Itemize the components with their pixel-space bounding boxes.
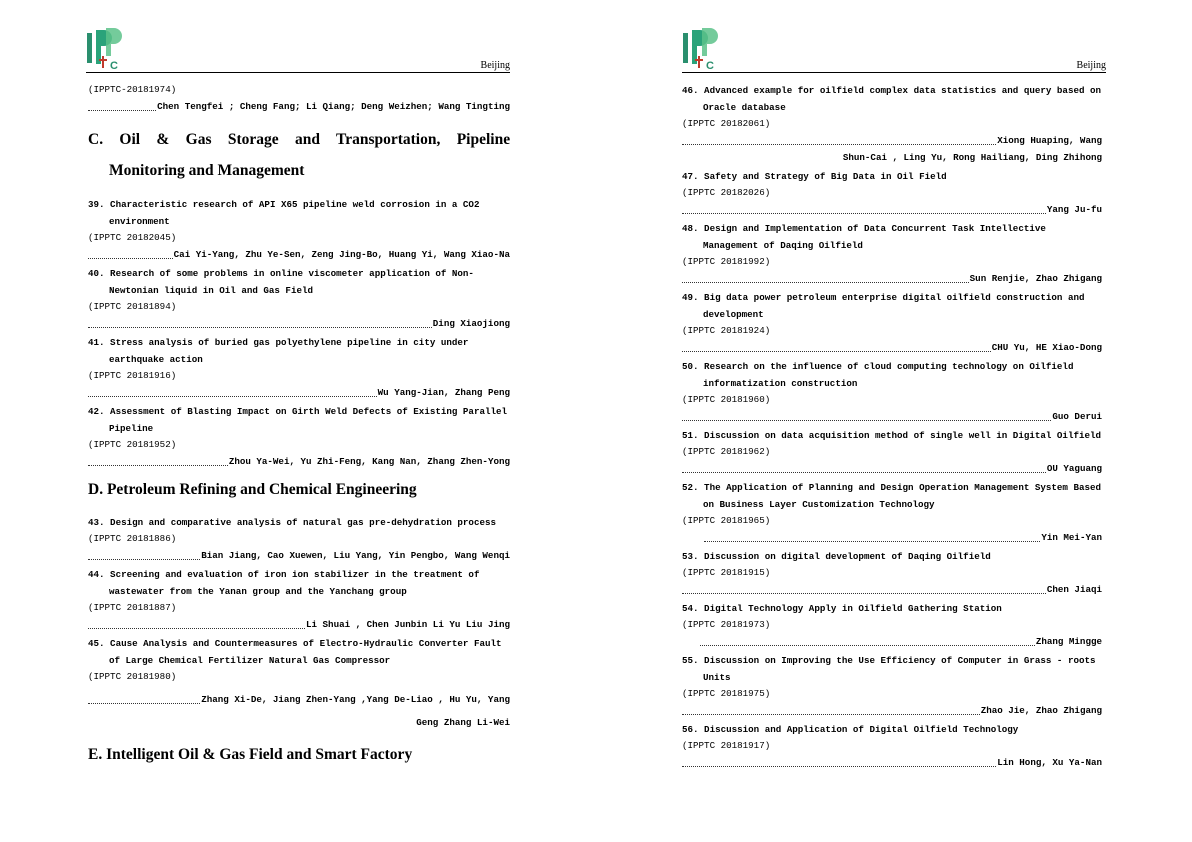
paper-title: 49. Big data power petroleum enterprise digital oilfield construction and development xyxy=(682,292,1085,320)
paper-authors: Zhang Mingge xyxy=(1035,636,1102,647)
dot-leader xyxy=(682,593,1046,594)
dot-leader xyxy=(88,559,200,560)
dot-leader xyxy=(700,645,1035,646)
paper-authors-row xyxy=(88,315,510,332)
paper-authors: OU Yaguang xyxy=(1046,463,1102,474)
paper-entry xyxy=(682,358,1102,425)
paper-authors-row xyxy=(682,201,1102,218)
svg-text:C: C xyxy=(110,60,118,72)
paper-code: (IPPTC 20182026) xyxy=(682,187,771,198)
paper-authors: Zhao Jie, Zhao Zhigang xyxy=(980,705,1102,716)
paper-entry xyxy=(88,265,510,332)
paper-code: (IPPTC 20181887) xyxy=(88,602,177,613)
paper-title: 46. Advanced example for oilfield complex data statistics and query based on Oracle database xyxy=(682,85,1102,113)
paper-title: 40. Research of some problems in online viscometer application of Non-Newtonian liquid in Oil and Gas Field xyxy=(88,268,474,296)
paper-authors-row xyxy=(682,132,1102,149)
paper-authors-row xyxy=(682,339,1102,356)
dot-leader xyxy=(88,110,156,111)
dot-leader xyxy=(704,541,1040,542)
header-city: Beijing xyxy=(1076,60,1106,71)
dot-leader xyxy=(88,628,305,629)
paper-code: (IPPTC-20181974) xyxy=(88,84,177,95)
paper-authors: Ding Xiaojiong xyxy=(432,318,510,329)
paper-authors: Chen Tengfei ; Cheng Fang; Li Qiang; Deng Weizhen; Wang Tingting xyxy=(157,101,510,112)
paper-authors: Zhou Ya-Wei, Yu Zhi-Feng, Kang Nan, Zhang Zhen-Yong xyxy=(228,456,510,467)
paper-entry xyxy=(682,652,1102,719)
paper-code: (IPPTC 20181924) xyxy=(682,325,771,336)
paper-title: 45. Cause Analysis and Countermeasures of Electro-Hydraulic Converter Fault of Large Chemical Fertilizer Natural Gas Compressor xyxy=(88,638,502,666)
paper-code: (IPPTC 20181915) xyxy=(682,567,771,578)
paper-code: (IPPTC 20181973) xyxy=(682,619,771,630)
header-rule xyxy=(86,72,510,73)
paper-title: 52. The Application of Planning and Design Operation Management System Based on Business Layer Customization Technology xyxy=(682,482,1102,510)
paper-authors-row xyxy=(682,754,1102,771)
section-d-entries xyxy=(88,514,510,731)
paper-title: 55. Discussion on Improving the Use Efficiency of Computer in Grass - roots Units xyxy=(682,655,1096,683)
paper-entry xyxy=(88,635,510,731)
section-heading-c-line2: Monitoring and Management xyxy=(109,162,305,179)
paper-authors-row xyxy=(88,691,510,708)
section-heading-c-line1: C. Oil & Gas Storage and Transportation, Pipeline xyxy=(88,131,511,148)
left-content xyxy=(88,82,510,770)
paper-code: (IPPTC 20181952) xyxy=(88,439,177,450)
dot-leader xyxy=(682,420,1051,421)
paper-title: 39. Characteristic research of API X65 pipeline weld corrosion in a CO2 environment xyxy=(88,199,480,227)
section-heading-d: D. Petroleum Refining and Chemical Engineering xyxy=(88,481,417,498)
dot-leader xyxy=(682,351,991,352)
paper-authors: Lin Hong, Xu Ya-Nan xyxy=(997,757,1102,768)
dot-leader xyxy=(682,714,980,715)
paper-authors: CHU Yu, HE Xiao-Dong xyxy=(991,342,1102,353)
dot-leader xyxy=(682,282,969,283)
paper-code: (IPPTC 20181917) xyxy=(682,740,771,751)
paper-authors: Xiong Huaping, Wang xyxy=(997,135,1102,146)
paper-authors: Bian Jiang, Cao Xuewen, Liu Yang, Yin Pengbo, Wang Wenqi xyxy=(201,550,510,561)
section-letter: C. xyxy=(88,131,104,148)
paper-code: (IPPTC 20181916) xyxy=(88,370,177,381)
paper-title: 42. Assessment of Blasting Impact on Girth Weld Defects of Existing Parallel Pipeline xyxy=(88,406,508,434)
paper-authors: Yin Mei-Yan xyxy=(1041,532,1102,543)
paper-authors-row xyxy=(88,384,510,401)
paper-title: 44. Screening and evaluation of iron ion stabilizer in the treatment of wastewater from the Yanan group and the Yanchang group xyxy=(88,569,480,597)
paper-authors: Chen Jiaqi xyxy=(1046,584,1102,595)
ipptc-logo-icon xyxy=(680,26,724,72)
paper-authors-row xyxy=(682,529,1102,546)
lead-entry xyxy=(88,82,510,115)
paper-authors-row xyxy=(682,270,1102,287)
paper-authors-row xyxy=(682,702,1102,719)
paper-entry xyxy=(682,220,1102,287)
paper-code: (IPPTC 20181894) xyxy=(88,301,177,312)
paper-authors: Zhang Xi-De, Jiang Zhen-Yang ,Yang De-Liao , Hu Yu, Yang xyxy=(201,694,510,705)
paper-authors-row xyxy=(88,547,510,564)
paper-code: (IPPTC 20181980) xyxy=(88,671,177,682)
paper-authors-continued: Geng Zhang Li-Wei xyxy=(416,717,510,728)
paper-authors: Wu Yang-Jian, Zhang Peng xyxy=(377,387,510,398)
paper-code: (IPPTC 20182045) xyxy=(88,232,177,243)
paper-entry xyxy=(88,403,510,470)
paper-entry xyxy=(682,548,1102,598)
dot-leader xyxy=(88,465,228,466)
dot-leader xyxy=(682,472,1046,473)
paper-entry xyxy=(88,196,510,263)
paper-authors: Guo Derui xyxy=(1052,411,1102,422)
header-rule xyxy=(682,72,1106,73)
paper-entry xyxy=(682,82,1102,166)
paper-code: (IPPTC 20181965) xyxy=(682,515,771,526)
section-c-entries xyxy=(88,196,510,470)
paper-entry xyxy=(88,514,510,564)
paper-authors-row xyxy=(682,633,1102,650)
dot-leader xyxy=(682,144,996,145)
paper-code: (IPPTC 20181886) xyxy=(88,533,177,544)
dot-leader xyxy=(88,396,377,397)
header-city: Beijing xyxy=(480,60,510,71)
dot-leader xyxy=(682,213,1046,214)
paper-title: 56. Discussion and Application of Digital Oilfield Technology xyxy=(682,724,1019,735)
paper-entry xyxy=(682,427,1102,477)
paper-code: (IPPTC 20181960) xyxy=(682,394,771,405)
paper-title: 51. Discussion on data acquisition method of single well in Digital Oilfield xyxy=(682,430,1102,441)
paper-authors-row xyxy=(682,460,1102,477)
ipptc-logo-icon xyxy=(84,26,128,72)
paper-authors-row xyxy=(682,408,1102,425)
paper-title: 53. Discussion on digital development of Daqing Oilfield xyxy=(682,551,991,562)
svg-text:C: C xyxy=(706,60,714,72)
dot-leader xyxy=(88,258,173,259)
paper-title: 43. Design and comparative analysis of natural gas pre-dehydration process xyxy=(88,517,496,528)
section-heading-e: E. Intelligent Oil & Gas Field and Smart Factory xyxy=(88,746,413,763)
paper-entry xyxy=(682,289,1102,356)
paper-title: 47. Safety and Strategy of Big Data in Oil Field xyxy=(682,171,947,182)
paper-authors-row xyxy=(88,246,510,263)
dot-leader xyxy=(88,327,432,328)
paper-code: (IPPTC 20182061) xyxy=(682,118,771,129)
section-heading-c xyxy=(88,124,510,186)
paper-entry xyxy=(88,334,510,401)
paper-authors-row xyxy=(88,453,510,470)
paper-authors-row xyxy=(88,98,510,115)
paper-authors: Cai Yi-Yang, Zhu Ye-Sen, Zeng Jing-Bo, Huang Yi, Wang Xiao-Na xyxy=(173,249,510,260)
paper-entry xyxy=(682,168,1102,218)
paper-title: 41. Stress analysis of buried gas polyethylene pipeline in city under earthquake action xyxy=(88,337,469,365)
paper-entry xyxy=(682,600,1102,650)
paper-entry xyxy=(682,479,1102,546)
paper-title: 48. Design and Implementation of Data Concurrent Task Intellective Management of Daqing Oilfield xyxy=(682,223,1046,251)
paper-authors-continued: Shun-Cai , Ling Yu, Rong Hailiang, Ding Zhihong xyxy=(842,152,1102,163)
paper-title: 54. Digital Technology Apply in Oilfield Gathering Station xyxy=(682,603,1002,614)
paper-entry xyxy=(682,721,1102,771)
paper-authors: Sun Renjie, Zhao Zhigang xyxy=(969,273,1102,284)
paper-authors-row xyxy=(682,581,1102,598)
paper-code: (IPPTC 20181975) xyxy=(682,688,771,699)
dot-leader xyxy=(682,766,996,767)
paper-title: 50. Research on the influence of cloud computing technology on Oilfield informatization construction xyxy=(682,361,1074,389)
paper-entry xyxy=(88,566,510,633)
paper-authors-row xyxy=(88,616,510,633)
paper-code: (IPPTC 20181962) xyxy=(682,446,771,457)
dot-leader xyxy=(88,703,200,704)
right-content xyxy=(682,82,1102,773)
paper-authors: Li Shuai , Chen Junbin Li Yu Liu Jing xyxy=(306,619,510,630)
right-page xyxy=(596,0,1192,842)
paper-code: (IPPTC 20181992) xyxy=(682,256,771,267)
paper-authors: Yang Ju-fu xyxy=(1046,204,1102,215)
